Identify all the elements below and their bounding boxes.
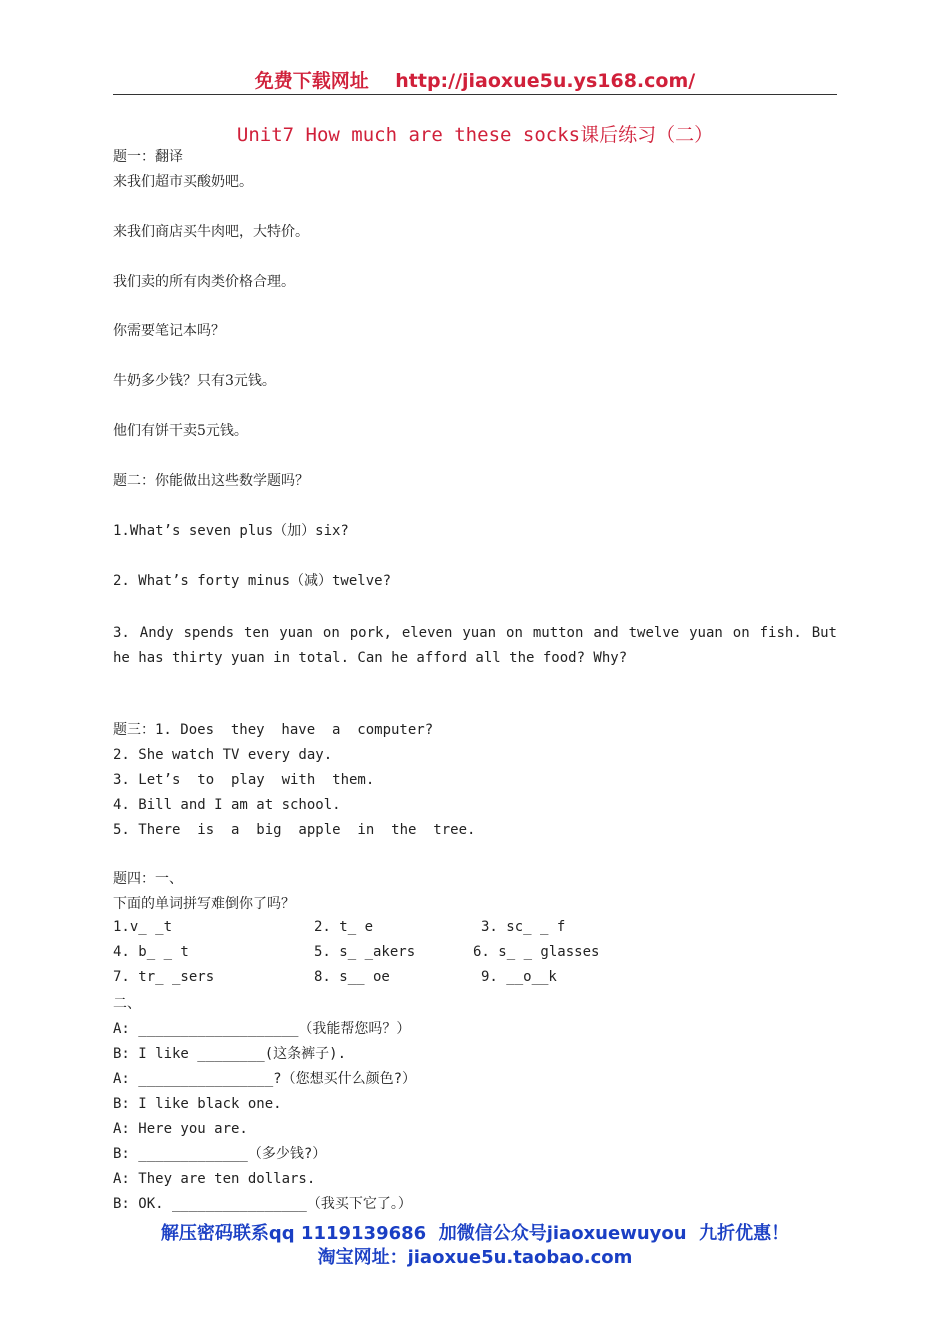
error-correction-item: 2. She watch TV every day.: [113, 747, 333, 763]
dialog-line: A: They are ten dollars.: [113, 1171, 316, 1187]
dialog-line: A: Here you are.: [113, 1121, 248, 1137]
math-question: 2. What’s forty minus（减）twelve?: [113, 573, 392, 589]
spelling-item: 2. t_ e: [314, 919, 374, 935]
spelling-item: 3. sc_ _ f: [481, 919, 566, 935]
spelling-item: 6. s_ _ glasses: [473, 944, 600, 960]
spelling-item: 9. __o__k: [481, 969, 557, 985]
spelling-item: 5. s_ _akers: [314, 944, 416, 960]
page-title: Unit7 How much are these socks课后练习（二）: [236, 124, 714, 146]
translation-item: 来我们超市买酸奶吧。: [113, 174, 253, 190]
footer-contact: 解压密码联系qq 1119139686 加微信公众号jiaoxuewuyou 九折优惠！: [160, 1223, 790, 1244]
math-question: 1.What’s seven plus（加）six?: [113, 523, 349, 539]
dialog-line: B: _____________（多少钱?）: [113, 1146, 327, 1162]
error-correction-item: 4. Bill and I am at school.: [113, 797, 341, 813]
translation-item: 他们有饼干卖5元钱。: [113, 423, 248, 439]
dialog-line: B: OK. ________________（我买下它了。）: [113, 1196, 412, 1212]
dialog-line: A: ________________?（您想买什么颜色?）: [113, 1071, 417, 1087]
section-2-heading: 题二：你能做出这些数学题吗？: [113, 473, 309, 489]
dialog-line: B: I like black one.: [113, 1096, 282, 1112]
spelling-item: 4. b_ _ t: [113, 944, 189, 960]
section-4-part-2: 二、: [113, 996, 141, 1012]
section-1-heading: 题一：翻译: [113, 149, 183, 165]
error-correction-item: 题三：1. Does they have a computer?: [113, 722, 434, 738]
section-4-subheading: 下面的单词拼写难倒你了吗？: [113, 896, 295, 912]
dialog-line: A: ___________________（我能帮您吗？）: [113, 1021, 411, 1037]
footer-shop-url: 淘宝网址：jiaoxue5u.taobao.com: [317, 1247, 633, 1268]
translation-item: 来我们商店买牛肉吧，大特价。: [113, 224, 309, 240]
dialog-line: B: I like ________(这条裤子).: [113, 1046, 347, 1062]
translation-item: 你需要笔记本吗？: [113, 323, 225, 339]
header-divider: [113, 94, 837, 95]
section-4-heading: 题四：一、: [113, 871, 183, 887]
error-correction-item: 3. Let’s to play with them.: [113, 772, 375, 788]
error-correction-item: 5. There is a big apple in the tree.: [113, 822, 476, 838]
spelling-item: 1.v_ _t: [113, 919, 173, 935]
spelling-item: 8. s__ oe: [314, 969, 390, 985]
spelling-item: 7. tr_ _sers: [113, 969, 215, 985]
translation-item: 牛奶多少钱？只有3元钱。: [113, 373, 276, 389]
page-header-url: 免费下载网址 http://jiaoxue5u.ys168.com/: [254, 70, 696, 92]
math-question: 3. Andy spends ten yuan on pork, eleven yuan on mutton and twelve yuan on fish. But he has thirty yuan in total. Can he afford all the food? Why?: [113, 625, 837, 666]
translation-item: 我们卖的所有肉类价格合理。: [113, 274, 295, 290]
